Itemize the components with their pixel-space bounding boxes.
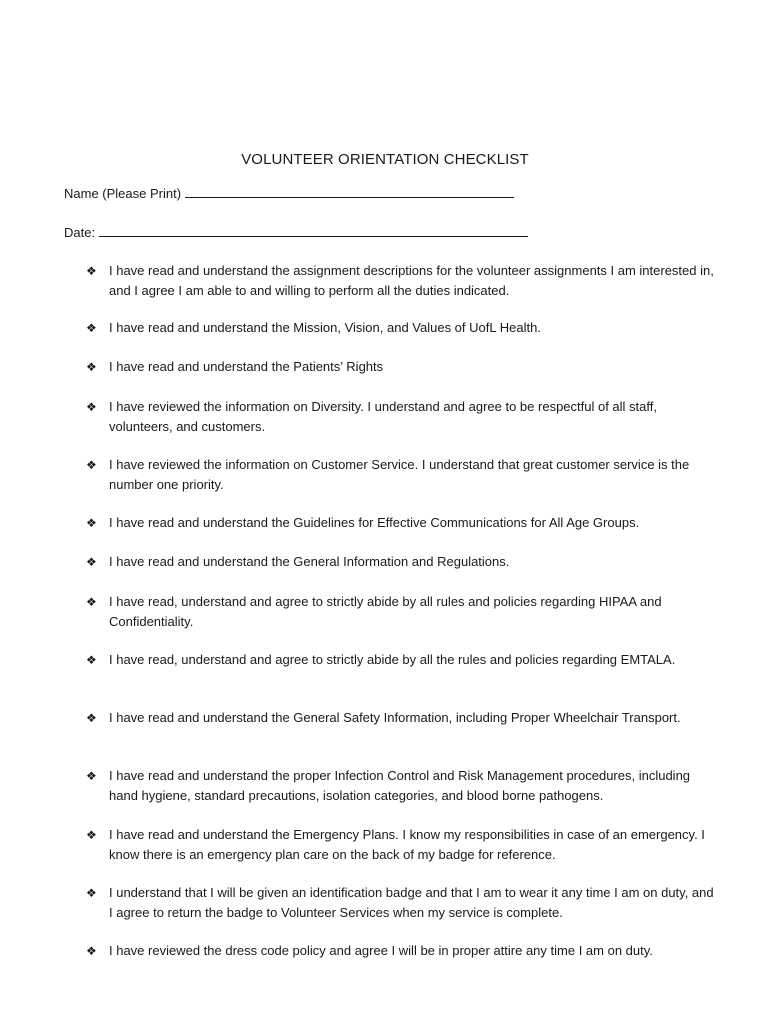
checklist-item [86, 650, 716, 670]
checklist-item [86, 766, 716, 806]
diamond-dots-icon: ❖ [86, 458, 97, 472]
diamond-dots-icon: ❖ [86, 595, 97, 609]
date-input-line[interactable] [99, 224, 528, 237]
date-field[interactable] [64, 224, 528, 240]
diamond-dots-icon: ❖ [86, 886, 97, 900]
diamond-dots-icon: ❖ [86, 653, 97, 667]
checklist-item-text: I have reviewed the dress code policy and agree I will be in proper attire any time I am on duty. [109, 943, 653, 958]
diamond-dots-icon: ❖ [86, 944, 97, 958]
checklist-item [86, 592, 716, 632]
checklist-item [86, 357, 716, 377]
checklist-item-text: I understand that I will be given an identification badge and that I am to wear it any time I am on duty, and I agree to return the badge to Volunteer Services when my service is complete. [109, 885, 714, 920]
checklist-item-text: I have read and understand the Patients’ Rights [109, 359, 384, 374]
checklist-item [86, 883, 716, 923]
name-field[interactable] [64, 185, 514, 201]
diamond-dots-icon: ❖ [86, 769, 97, 783]
checklist-item [86, 513, 716, 533]
checklist-item [86, 941, 716, 961]
diamond-dots-icon: ❖ [86, 400, 97, 414]
diamond-dots-icon: ❖ [86, 555, 97, 569]
date-field-label: Date: [64, 225, 96, 240]
checklist-item-text: I have read and understand the Emergency Plans. I know my responsibilities in case of an emergency. I know there is an emergency plan care on the back of my badge for reference. [109, 827, 705, 862]
checklist-item [86, 825, 716, 865]
checklist-item-text: I have read and understand the General Information and Regulations. [109, 554, 510, 569]
checklist-item [86, 318, 716, 338]
checklist-item-text: I have read and understand the proper Infection Control and Risk Management procedures, including hand hygiene, standard precautions, isolation categories, and blood borne pathogens. [109, 768, 691, 803]
checklist-item-text: I have reviewed the information on Diversity. I understand and agree to be respectful of all staff, volunteers, and customers. [109, 399, 657, 434]
diamond-dots-icon: ❖ [86, 516, 97, 530]
checklist-item [86, 455, 716, 495]
checklist-item-text: I have read and understand the Guidelines for Effective Communications for All Age Groups. [109, 515, 640, 530]
checklist-item-text: I have read, understand and agree to strictly abide by all the rules and policies regarding EMTALA. [109, 652, 676, 667]
checklist-item-text: I have read and understand the Mission, Vision, and Values of UofL Health. [109, 320, 541, 335]
checklist-item-text: I have read and understand the assignment descriptions for the volunteer assignments I am interested in, and I agree I am able to and willing to perform all the duties indicated. [109, 263, 714, 298]
diamond-dots-icon: ❖ [86, 264, 97, 278]
name-field-label: Name (Please Print) [64, 186, 182, 201]
checklist-item [86, 261, 716, 301]
checklist-item-text: I have read, understand and agree to strictly abide by all rules and policies regarding HIPAA and Confidentiality. [109, 594, 662, 629]
checklist-item [86, 708, 716, 728]
checklist-item [86, 552, 716, 572]
diamond-dots-icon: ❖ [86, 711, 97, 725]
name-input-line[interactable] [185, 185, 514, 198]
diamond-dots-icon: ❖ [86, 828, 97, 842]
diamond-dots-icon: ❖ [86, 360, 97, 374]
diamond-dots-icon: ❖ [86, 321, 97, 335]
page-title: VOLUNTEER ORIENTATION CHECKLIST [241, 151, 529, 168]
checklist-item [86, 397, 716, 437]
checklist-item-text: I have reviewed the information on Customer Service. I understand that great customer service is the number one priority. [109, 457, 690, 492]
checklist-item-text: I have read and understand the General Safety Information, including Proper Wheelchair Transport. [109, 710, 681, 725]
